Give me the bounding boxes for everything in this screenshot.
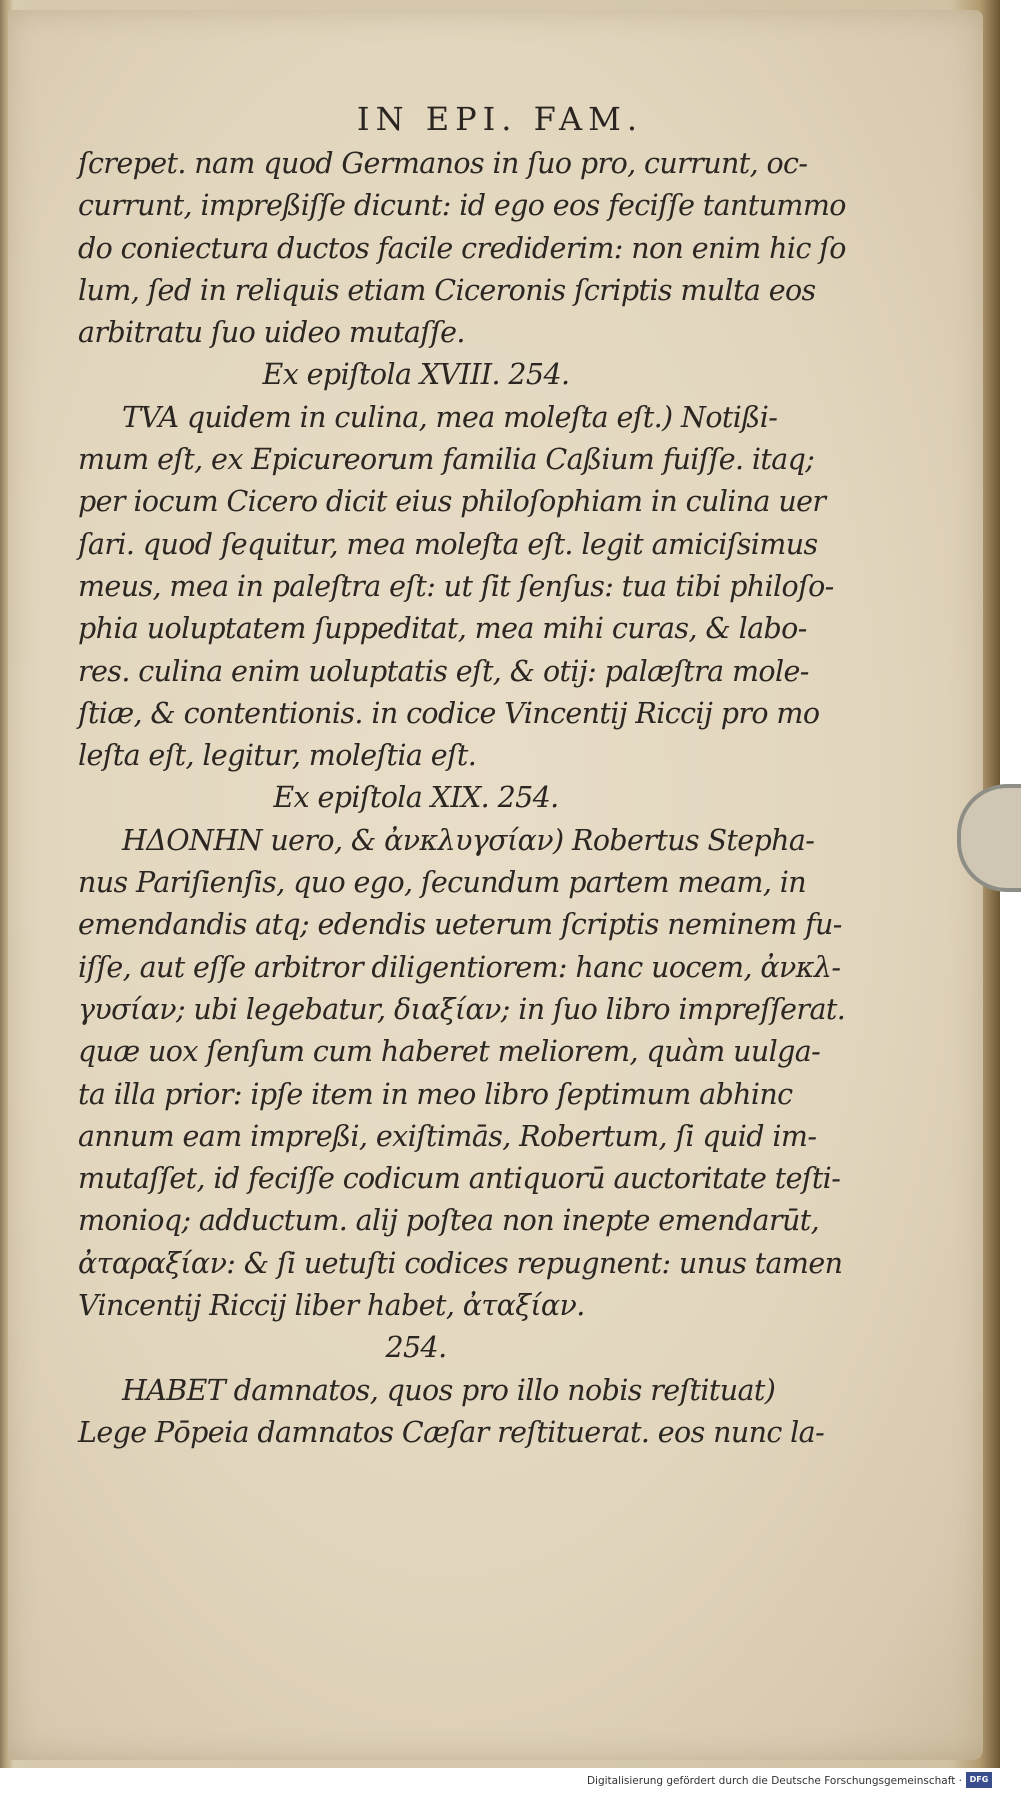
text-line: γυσίαν; ubi legebatur, διαξίαν; in ſuo libro impreſſerat.	[78, 992, 846, 1026]
text-line: ſtiæ, & contentionis. in codice Vincentij Riccij pro mo	[78, 696, 820, 730]
text-line: nus Pariſienſis, quo ego, ſecundum partem meam, in	[78, 866, 807, 900]
text-line: meus, mea in paleſtra eſt: ut ſit ſenſus: tua tibi philoſo-	[78, 569, 834, 603]
section-heading: Ex epiſtola XVIII. 254.	[262, 358, 570, 392]
funding-credit: Digitalisierung gefördert durch die Deutsche Forschungsgemeinschaft ·	[586, 1775, 962, 1787]
text-line: ἀταραξίαν: & ſi uetuſti codices repugnent: unus tamen	[78, 1246, 843, 1280]
section-heading: 254.	[385, 1331, 447, 1365]
text-line: monioq; adductum. alij poſtea non inepte emendarūt,	[78, 1204, 820, 1238]
text-line: ta illa prior: ipſe item in meo libro ſeptimum abhinc	[78, 1077, 793, 1111]
footer-bar	[0, 1768, 1000, 1794]
text-line: iſſe, aut eſſe arbitror diligentiorem: hanc uocem, ἀνκλ-	[78, 950, 841, 984]
text-line: HABET damnatos, quos pro illo nobis reſtituat)	[122, 1373, 776, 1407]
text-line: Lege Pōpeia damnatos Cæſar reſtituerat. eos nunc la-	[78, 1415, 825, 1449]
text-line: per iocum Cicero dicit eius philoſophiam in culina uer	[78, 485, 826, 519]
running-header: IN EPI. FAM.	[356, 100, 644, 138]
text-line: quæ uox ſenſum cum haberet meliorem, quàm uulga-	[78, 1035, 821, 1069]
text-line: ſcrepet. nam quod Germanos in ſuo pro, currunt, oc-	[78, 147, 808, 180]
text-line: emendandis atq; edendis ueterum ſcriptis neminem fu-	[78, 908, 842, 942]
text-line: currunt, impreßiſſe dicunt: id ego eos feciſſe tantummo	[78, 189, 846, 223]
text-line: mum eſt, ex Epicureorum familia Caßium fuiſſe. itaq;	[78, 443, 815, 477]
text-line: ΗΔΟΝΗΝ uero, & ἀνκλυγσίαν) Robertus Stepha-	[122, 823, 815, 857]
text-line: do coniectura ductos facile crediderim: non enim hic ſo	[78, 231, 846, 265]
text-line: Vincentij Riccij liber habet, ἀταξίαν.	[78, 1289, 585, 1323]
body-text	[78, 143, 846, 1454]
section-heading: Ex epiſtola XIX. 254.	[273, 781, 559, 815]
text-line: res. culina enim uoluptatis eſt, & otij: palæſtra mole-	[78, 654, 809, 688]
text-line: TVA quidem in culina, mea moleſta eſt.) Notißi-	[122, 400, 778, 434]
text-line: mutaſſet, id feciſſe codicum antiquorū auctoritate teſti-	[78, 1162, 841, 1196]
text-line: arbitratu ſuo uideo mutaſſe.	[78, 316, 465, 350]
text-line: leſta eſt, legitur, moleſtia eſt.	[78, 739, 477, 773]
text-line: ſari. quod ſequitur, mea moleſta eſt. legit amiciſsimus	[78, 527, 818, 561]
dfg-logo: DFG	[966, 1772, 992, 1788]
text-line: lum, ſed in reliquis etiam Ciceronis ſcriptis multa eos	[78, 273, 816, 307]
text-line: phia uoluptatem ſuppeditat, mea mihi curas, & labo-	[78, 612, 807, 646]
text-line: annum eam impreßi, exiſtimās, Robertum, ſi quid im-	[78, 1119, 817, 1153]
